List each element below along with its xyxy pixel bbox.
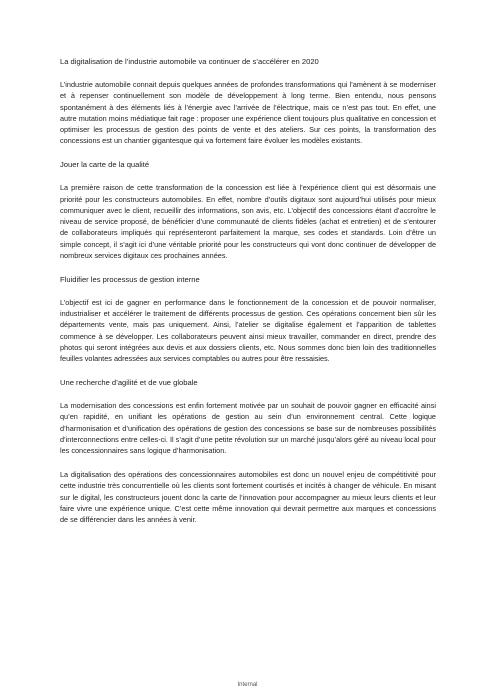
section-paragraph-processes: L’objectif est ici de gagner en performance dans le fonctionnement de la concession et de pouvoir normaliser, industrialiser et accélérer le traitement de différents processus de gestion. Ces opérations concernent bien sûr les départements vente, mais pas uniquement. Ainsi, l’atelier se digitalise également et l’apparition de tablettes commence à se développer. Les collaborateurs peuvent ainsi mieux travailler, commander en direct, prendre des photos qui seront intégrées aux devis et aux dossiers clients, etc. Nous sommes donc bien loin des traditionnelles feuilles volantes adressées aux services comptables ou autres pour être ressaisies. [60,297,436,364]
document-body [60,56,436,538]
section-paragraph-agility: La modernisation des concessions est enfin fortement motivée par un souhait de pouvoir gagner en efficacité ainsi qu’en rapidité, en unifiant les opérations de gestion au sein d’un environnement central. Cette logique d’harmonisation et d’unification des opérations de gestion des concessions se base sur de nombreuses possibilités d’interconnections entre celles-ci. Il s’agit d’une petite révolution sur un marché jusqu’alors géré au niveau local pour les concessionnaires sans logique d’harmonisation. [60,401,436,456]
document-title: La digitalisation de l’industrie automobile va continuer de s’accélérer en 2020 [60,57,319,66]
section-heading-processes: Fluidifier les processus de gestion interne [60,274,200,284]
section-paragraph-quality: La première raison de cette transformation de la concession est liée à l’expérience client qui est désormais une priorité pour les constructeurs automobiles. En effet, nombre d’outils digitaux sont aujourd’hui utilisés pour mieux communiquer avec le client, recueillir des informations, son avis, etc. L’objectif des concessions étant d’accroître le niveau de service proposé, de bénéficier d’une communauté de clients fidèles (achat et entretien) et de s’entourer de collaborateurs impliqués qui représenteront parfaitement la marque, ses codes et standards. Loin d’être un simple concept, il s’agit ici d’une véritable priorité pour les constructeurs qui vont donc continuer de développer de nombreux services digitaux ces prochaines années. [60,183,436,261]
intro-paragraph: L’industrie automobile connait depuis quelques années de profondes transformations qui l’amènent à se moderniser et à repenser continuellement son modèle de développement à long terme. Bien entendu, nous pensons spontanément à des éléments liés à l’énergie avec l’arrivée de l’électrique, mais ce n’est pas tout. En effet, une autre mutation moins médiatique fait rage : proposer une expérience client toujours plus qualitative en concession et optimiser les processus de gestion des points de vente et des ateliers. Sur ces points, la transformation des concessions est un chantier gigantesque qui va fortement faire évoluer les modèles existants. [60,80,436,146]
section-heading-agility: Une recherche d’agilité et de vue globale [60,378,198,388]
conclusion-paragraph: La digitalisation des opérations des concessionnaires automobiles est donc un nouvel enjeu de compétitivité pour cette industrie très concurrentielle où les clients sont fortement courtisés et incités à changer de véhicule. En misant sur le digital, les constructeurs jouent donc la carte de l’innovation pour accompagner au mieux leurs clients et leur faire vivre une expérience unique. C’est cette même innovation qui devrait permettre aux marques et concessions de se différencier dans les années à venir. [60,470,436,525]
footer-classification: Internal [237,682,258,688]
section-heading-quality: Jouer la carte de la qualité [60,160,150,170]
